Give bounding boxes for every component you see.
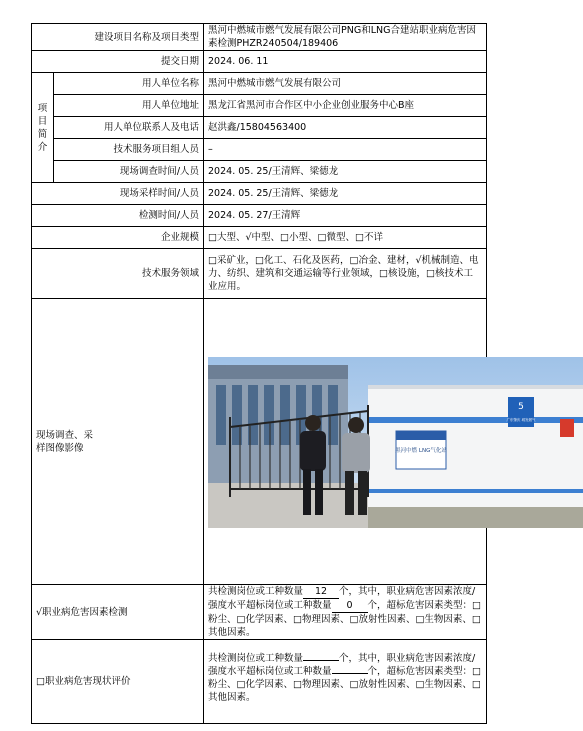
scale-label: 企业规模 — [32, 227, 204, 249]
hazard-eval-p1: 共检测岗位或工种数量 — [208, 653, 304, 664]
hazard-detect-count: 12 — [303, 585, 339, 599]
hazard-eval-p2: 个，其中，职业病危害因素浓度/强度水平超标岗位或工种数量 — [208, 653, 476, 677]
project-brief-label: 项目简介 — [32, 73, 54, 183]
sampling-label: 现场采样时间/人员 — [32, 183, 204, 205]
testing-value: 2024. 05. 27/王清辉 — [204, 205, 487, 227]
submit-date-label: 提交日期 — [32, 51, 204, 73]
hazard-detect-p1: 共检测岗位或工种数量 — [208, 586, 304, 597]
hazard-eval-exceed — [332, 673, 368, 674]
tech-staff-value: – — [204, 139, 487, 161]
domain-value: □采矿业，□化工、石化及医药，□冶金、建材，√机械制造、电力、纺织、建筑和交通运输等行业领域，□核设施，□核技术工业应用。 — [204, 249, 487, 299]
photo-cell — [204, 299, 536, 585]
project-name-value: 黑河中燃城市燃气发展有限公司PNG和LNG合建站职业病危害因素检测PHZR240504/189406 — [204, 24, 487, 51]
report-form — [31, 23, 536, 724]
sign-number: 5 — [518, 402, 524, 412]
sign-text: 黑河中燃 LNG气化站 — [395, 448, 447, 454]
hazard-detect-p2: 个，其中，职业病危害因素浓度/强度水平超标岗位或工种数量 — [208, 586, 476, 611]
employer-address-label: 用人单位地址 — [54, 95, 204, 117]
survey-value: 2024. 05. 25/王清辉、梁德龙 — [204, 161, 487, 183]
employer-contact-label: 用人单位联系人及电话 — [54, 117, 204, 139]
hazard-eval-value — [204, 640, 487, 724]
hazard-eval-count — [303, 660, 339, 661]
project-name-label: 建设项目名称及项目类型 — [32, 24, 204, 51]
hazard-detect-value — [204, 585, 487, 640]
testing-label: 检测时间/人员 — [32, 205, 204, 227]
employer-contact-value: 赵洪鑫/15804563400 — [204, 117, 487, 139]
employer-name-value: 黑河中燃城市燃气发展有限公司 — [204, 73, 487, 95]
hazard-eval-p3: 个，超标危害因素类型：□粉尘、□化学因素、□物理因素、□放射性因素、□生物因素、□其他因素。 — [208, 666, 482, 703]
scale-value: □大型、√中型、□小型、□微型、□不详 — [204, 227, 487, 249]
survey-label: 现场调查时间/人员 — [54, 161, 204, 183]
hazard-detect-exceed: 0 — [332, 599, 368, 613]
site-photo — [208, 357, 583, 528]
domain-label: 技术服务领域 — [32, 249, 204, 299]
photo-label-cell — [32, 299, 204, 585]
sign-small: 广东肇庆 城发燃气 — [506, 418, 536, 422]
sampling-value: 2024. 05. 25/王清辉、梁德龙 — [204, 183, 487, 205]
submit-date-value: 2024. 06. 11 — [204, 51, 487, 73]
site-photo-image — [208, 357, 583, 528]
photo-label: 现场调查、采样图像影像 — [36, 429, 94, 454]
hazard-detect-p3: 个，超标危害因素类型：□粉尘、□化学因素、□物理因素、□放射性因素、□生物因素、□其他因素。 — [208, 600, 482, 638]
employer-name-label: 用人单位名称 — [54, 73, 204, 95]
employer-address-value: 黑龙江省黑河市合作区中小企业创业服务中心B座 — [204, 95, 487, 117]
hazard-detect-label: √职业病危害因素检测 — [32, 585, 204, 640]
hazard-eval-label: □职业病危害现状评价 — [32, 640, 204, 724]
tech-staff-label: 技术服务项目组人员 — [54, 139, 204, 161]
